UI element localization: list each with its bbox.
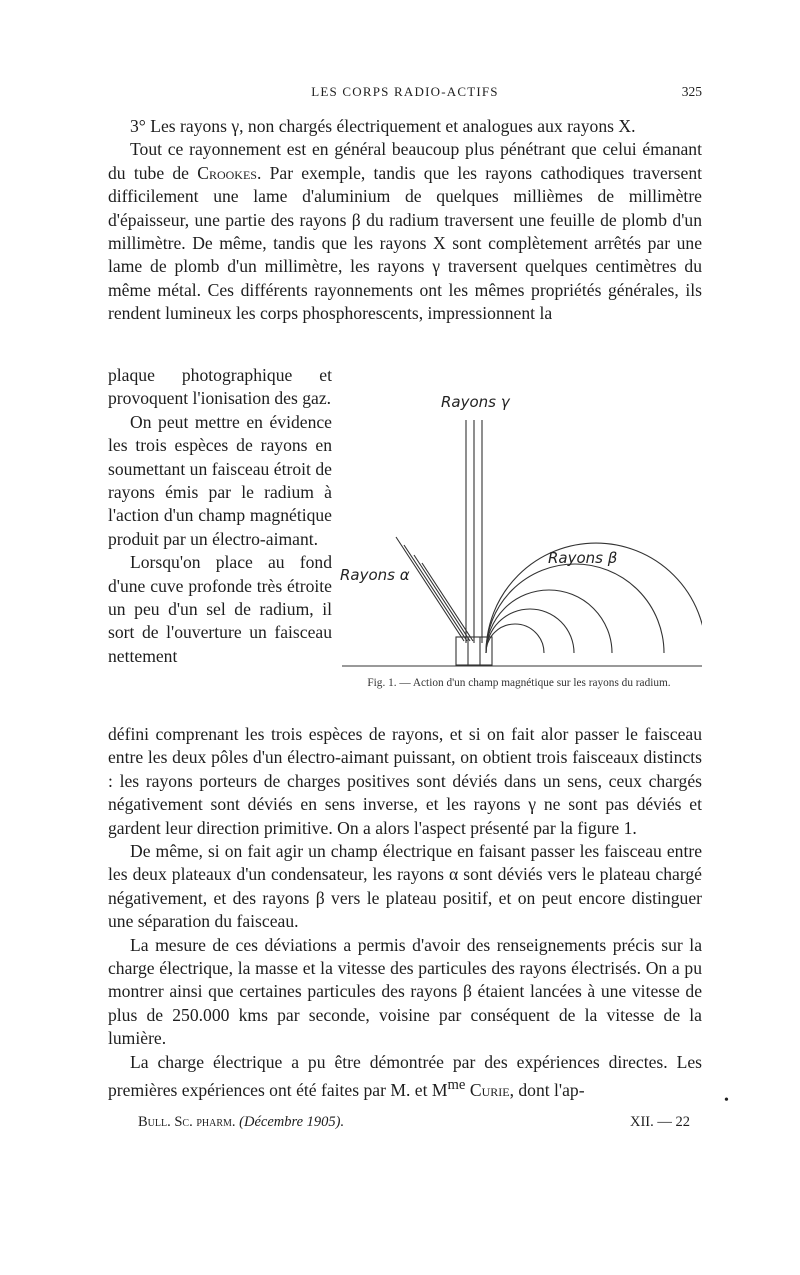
figure-caption: Fig. 1. — Action d'un champ magnétique sur les rayons du radium. (367, 677, 671, 689)
paragraph-electric-charge-part-2: , dont l'ap- (509, 1079, 585, 1100)
alpha-ray-line (422, 563, 473, 641)
journal-reference (138, 1114, 344, 1131)
body-text-top (108, 115, 702, 326)
name-curie: Curie (469, 1079, 510, 1100)
name-crookes: Crookes (197, 162, 257, 183)
paragraph-penetration-part-1: Tout ce rayonnement est en général beaucoup plus pénétrant que celui émanant du tube de (108, 139, 702, 183)
alpha-ray-line (396, 537, 464, 641)
label-rayons-alpha: Rayons α (340, 566, 410, 584)
paragraph-electric-field: De même, si on fait agir un champ électrique en faisant passer les faisceau entre les deux plateaux d'un condensateur, les rayons α sont déviés vers le plateau chargé négativement, et des rayons β vers le plateau positif, et on peut encore distinguer une séparation du faisceau. (108, 841, 702, 932)
page-header (108, 84, 702, 104)
paragraph-radium-beam-start: Lorsqu'on place au fond d'une cuve profonde très étroite un peu d'un sel de radium, il sort de l'ouverture un faisceau nettement (108, 552, 332, 666)
body-text-bottom (108, 723, 702, 1102)
paragraph-radium-beam-end: défini comprenant les trois espèces de rayons, et si on fait alor passer le faisceau entre les deux pôles d'un électro-aimant puissant, on obtient trois faisceaux distincts : les rayons porteurs de charges positives sont déviés dans un sens, ceux chargés négativement sont déviés en sens inverse, et les rayons γ ne sont pas déviés et gardent leur direction primitive. On a alors l'aspect présenté par la figure 1. (108, 724, 702, 838)
body-text-left-column (108, 364, 332, 668)
ray-deflection-diagram (336, 385, 702, 677)
paragraph-magnetic-field: On peut mettre en évidence les trois espèces de rayons en soumettant un faisceau étroit de rayons émis par le radium à l'action d'un champ magnétique produit par un électro-aimant. (108, 411, 332, 549)
page-number: 325 (681, 84, 702, 99)
label-rayons-gamma: Rayons γ (441, 393, 510, 411)
label-rayons-beta: Rayons β (548, 549, 618, 567)
figure-1 (336, 385, 702, 710)
superscript-me: me (447, 1077, 466, 1094)
paragraph-penetration-end: plaque photographique et provoquent l'ionisation des gaz. (108, 365, 332, 409)
alpha-ray-line (404, 545, 467, 641)
paragraph-penetration (108, 138, 702, 325)
paragraph-electric-charge (108, 1051, 702, 1103)
alpha-ray-line (414, 555, 470, 641)
paragraph-gamma-rays: 3° Les rayons γ, non chargés électriquement et analogues aux rayons X. (130, 116, 636, 136)
beta-ray-arc (486, 624, 544, 653)
beta-ray-arc (486, 564, 664, 653)
margin-mark: • (724, 1093, 729, 1108)
journal-date: (Décembre 1905). (239, 1114, 345, 1130)
paragraph-measurements: La mesure de ces déviations a permis d'avoir des renseignements précis sur la charge électrique, la masse et la vitesse des particules des rayons électrisés. On a pu montrer ainsi que certaines particules des rayons β étaient lancées à une vitesse de plus de 250.000 kms par seconde, voisine par conséquent de la vitesse de la lumière. (108, 934, 702, 1049)
running-title: LES CORPS RADIO-ACTIFS (311, 84, 499, 99)
beta-ray-arc (486, 609, 574, 653)
paragraph-penetration-part-2: . Par exemple, tandis que les rayons cathodiques traversent difficilement une lame d'aluminium de quelques millièmes de millimètre d'épaisseur, une partie des rayons β du radium traversent une feuille de plomb d'un millimètre. De même, tandis que les rayons X sont complètement arrêtés par une lame de plomb d'un millimètre, les rayons γ traversent quelques centimètres du même métal. Ces différents rayonnements ont les mêmes propriétés générales, ils rendent lumineux les corps phosphorescents, impressionnent la (108, 162, 702, 324)
beta-ray-arc (486, 590, 612, 653)
page-footer (138, 1114, 702, 1136)
volume-signature: XII. — 22 (629, 1114, 690, 1130)
paragraph-electric-charge-part-1: La charge électrique a pu être démontrée par des expériences directes. Les premières expériences ont été faites par M. et M (108, 1051, 702, 1100)
journal-abbrev: Bull. Sc. pharm. (138, 1114, 236, 1130)
